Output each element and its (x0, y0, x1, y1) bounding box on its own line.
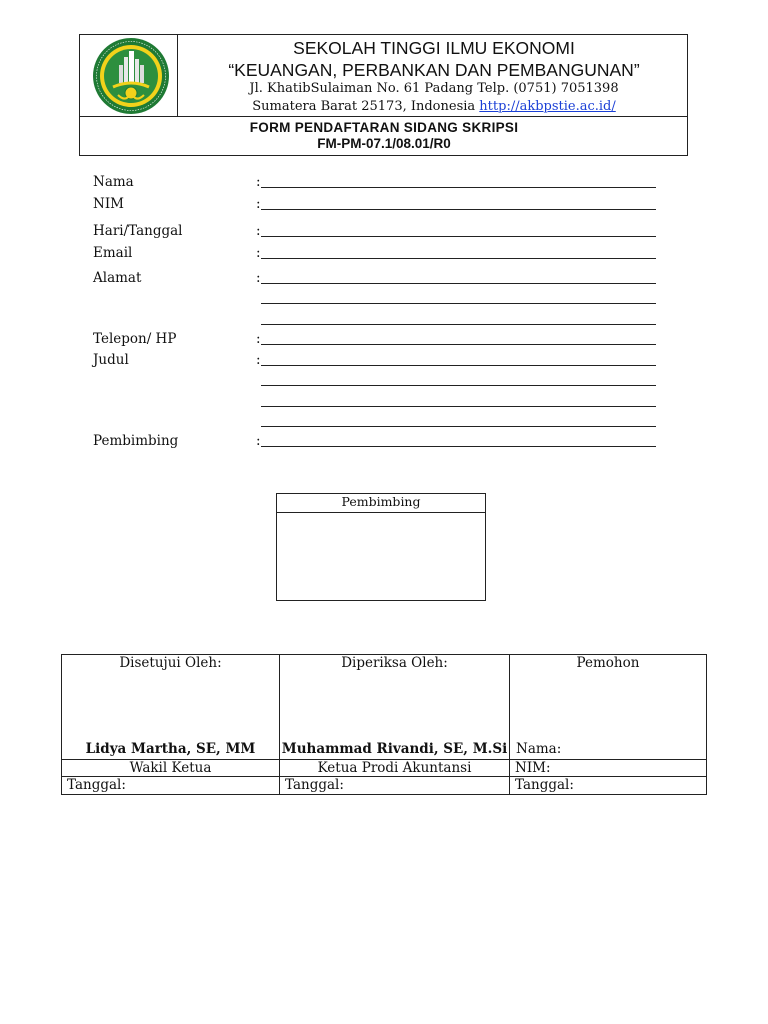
input-line-judul-1[interactable] (261, 365, 656, 366)
input-line-judul-4[interactable] (261, 426, 656, 427)
label-telepon: Telepon/ HP (93, 331, 177, 347)
colon: : (256, 196, 261, 212)
colon: : (256, 245, 261, 261)
approver-cell[interactable] (62, 655, 280, 760)
label-email: Email (93, 245, 133, 261)
input-line-telepon[interactable] (261, 344, 656, 345)
address-line-2 (180, 99, 688, 114)
input-line-alamat-3[interactable] (261, 324, 656, 325)
address-region: Sumatera Barat 25173, Indonesia (252, 99, 480, 114)
applicant-name-label: Nama: (516, 741, 562, 757)
applicant-nim-label: NIM: (510, 760, 707, 777)
header-divider (79, 116, 688, 117)
signature-row (62, 655, 707, 760)
label-hari-tanggal: Hari/Tanggal (93, 223, 183, 239)
school-subtitle: “KEUANGAN, PERBANKAN DAN PEMBANGUNAN” (228, 60, 640, 80)
applicant-date[interactable]: Tanggal: (510, 777, 707, 795)
colon: : (256, 174, 261, 190)
label-nim: NIM (93, 196, 124, 212)
form-title: FORM PENDAFTARAN SIDANG SKRIPSI (249, 120, 519, 135)
colon: : (256, 331, 261, 347)
approval-table (61, 654, 707, 795)
approver-title: Disetujui Oleh: (119, 655, 222, 671)
checker-role: Ketua Prodi Akuntansi (280, 760, 510, 777)
colon: : (256, 352, 261, 368)
input-line-alamat-2[interactable] (261, 303, 656, 304)
role-row (62, 760, 707, 777)
checker-cell[interactable] (280, 655, 510, 760)
website-link[interactable]: http://akbpstie.ac.id/ (479, 99, 616, 114)
input-line-nim[interactable] (261, 209, 656, 210)
address-line-1: Jl. KhatibSulaiman No. 61 Padang Telp. (0751) 7051398 (249, 81, 619, 96)
pembimbing-box-header: Pembimbing (276, 493, 486, 513)
input-line-pembimbing[interactable] (261, 446, 656, 447)
input-line-alamat-1[interactable] (261, 283, 656, 284)
form-code: FM-PM-07.1/08.01/R0 (317, 136, 451, 151)
colon: : (256, 270, 261, 286)
approver-name: Lidya Martha, SE, MM (85, 741, 256, 757)
checker-title: Diperiksa Oleh: (341, 655, 448, 671)
label-alamat: Alamat (93, 270, 142, 286)
input-line-hari-tanggal[interactable] (261, 236, 656, 237)
checker-name: Muhammad Rivandi, SE, M.Si (281, 741, 508, 757)
label-judul: Judul (93, 352, 129, 368)
label-nama: Nama (93, 174, 134, 190)
input-line-judul-3[interactable] (261, 406, 656, 407)
approver-role: Wakil Ketua (62, 760, 280, 777)
approver-date[interactable]: Tanggal: (62, 777, 280, 795)
applicant-cell[interactable] (510, 655, 707, 760)
school-logo (80, 35, 176, 115)
colon: : (256, 433, 261, 449)
date-row (62, 777, 707, 795)
colon: : (256, 223, 261, 239)
logo-cell (80, 35, 178, 116)
label-pembimbing: Pembimbing (93, 433, 179, 449)
school-name: SEKOLAH TINGGI ILMU EKONOMI (293, 38, 575, 58)
input-line-email[interactable] (261, 258, 656, 259)
input-line-judul-2[interactable] (261, 385, 656, 386)
input-line-nama[interactable] (261, 187, 656, 188)
checker-date[interactable]: Tanggal: (280, 777, 510, 795)
applicant-title: Pemohon (576, 655, 640, 671)
